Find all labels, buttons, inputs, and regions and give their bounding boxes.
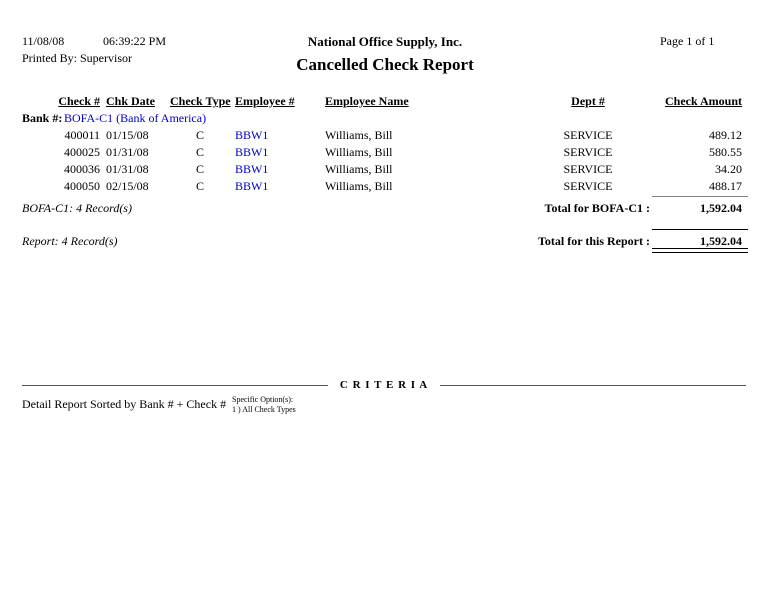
group-record-count: BOFA-C1: 4 Record(s) — [22, 201, 132, 215]
col-header-employee-name-label: Employee Name — [325, 94, 409, 108]
bank-link[interactable]: BOFA-C1 (Bank of America) — [64, 111, 207, 125]
report-total-rule — [652, 229, 748, 230]
col-header-dept-label: Dept # — [571, 94, 605, 108]
grand-total-double-rule — [652, 248, 748, 253]
check-amount-cell: 34.20 — [715, 162, 742, 176]
col-header-check-type-label: Check Type — [170, 94, 231, 108]
report-total-amount: 1,592.04 — [700, 234, 742, 248]
group-summary-row — [0, 201, 770, 216]
criteria-heading: C R I T E R I A — [339, 379, 429, 391]
report-record-count: Report: 4 Record(s) — [22, 234, 118, 248]
col-header-dept — [545, 94, 631, 109]
separator-line — [440, 385, 746, 386]
criteria-options-label: Specific Option(s): — [232, 395, 294, 404]
chk-date-cell: 01/31/08 — [106, 162, 149, 176]
printed-by: Printed By: Supervisor — [22, 51, 132, 65]
employee-name-cell: Williams, Bill — [325, 179, 393, 193]
check-amount-cell: 489.12 — [709, 128, 742, 142]
table-row — [0, 162, 770, 177]
col-header-check-amount-label: Check Amount — [664, 94, 742, 108]
check-amount-cell: 580.55 — [709, 145, 742, 159]
check-no-cell: 400036 — [64, 162, 100, 176]
employee-name-cell: Williams, Bill — [325, 145, 393, 159]
print-time: 06:39:22 PM — [103, 34, 167, 48]
criteria-sort-text: Detail Report Sorted by Bank # + Check # — [22, 397, 227, 411]
chk-date-cell: 01/15/08 — [106, 128, 149, 142]
check-type-cell: C — [195, 179, 204, 193]
employee-no-link[interactable]: BBW1 — [235, 179, 269, 193]
chk-date-cell: 01/31/08 — [106, 145, 149, 159]
employee-no-link[interactable]: BBW1 — [235, 162, 269, 176]
col-header-check-no — [28, 94, 100, 109]
group-total-label: Total for BOFA-C1 : — [544, 201, 650, 215]
print-date: 11/08/08 — [22, 34, 65, 48]
group-total-amount: 1,592.04 — [700, 201, 742, 215]
check-type-cell: C — [195, 128, 204, 142]
employee-name-cell: Williams, Bill — [325, 162, 393, 176]
col-header-employee-name — [325, 94, 495, 109]
col-header-employee-no — [235, 94, 310, 109]
company-name: National Office Supply, Inc. — [307, 34, 463, 49]
report-summary-row — [0, 234, 770, 249]
table-row — [0, 145, 770, 160]
criteria-separator — [22, 378, 746, 392]
col-header-check-amount — [640, 94, 742, 109]
col-header-chk-date — [106, 94, 178, 109]
employee-no-link[interactable]: BBW1 — [235, 128, 269, 142]
report-total-label: Total for this Report : — [538, 234, 650, 248]
check-no-cell: 400011 — [64, 128, 100, 142]
subtotal-rule — [652, 196, 748, 197]
table-header-row — [0, 94, 770, 109]
dept-cell: SERVICE — [563, 128, 613, 142]
table-row — [0, 179, 770, 194]
page-indicator: Page 1 of 1 — [660, 34, 715, 48]
chk-date-cell: 02/15/08 — [106, 179, 149, 193]
check-type-cell: C — [195, 145, 204, 159]
check-type-cell: C — [195, 162, 204, 176]
check-amount-cell: 488.17 — [709, 179, 742, 193]
bank-group-row — [0, 111, 770, 126]
dept-cell: SERVICE — [563, 179, 613, 193]
bank-label: Bank #: — [22, 111, 63, 125]
check-no-cell: 400050 — [64, 179, 100, 193]
col-header-check-no-label: Check # — [58, 94, 100, 108]
employee-no-link[interactable]: BBW1 — [235, 145, 269, 159]
col-header-employee-no-label: Employee # — [235, 94, 295, 108]
table-row — [0, 128, 770, 143]
separator-line — [22, 385, 328, 386]
dept-cell: SERVICE — [563, 145, 613, 159]
col-header-chk-date-label: Chk Date — [106, 94, 156, 108]
col-header-check-type — [170, 94, 230, 109]
employee-name-cell: Williams, Bill — [325, 128, 393, 142]
report-title: Cancelled Check Report — [296, 55, 474, 74]
check-no-cell: 400025 — [64, 145, 100, 159]
criteria-options-item: 1 ) All Check Types — [232, 405, 296, 414]
dept-cell: SERVICE — [563, 162, 613, 176]
